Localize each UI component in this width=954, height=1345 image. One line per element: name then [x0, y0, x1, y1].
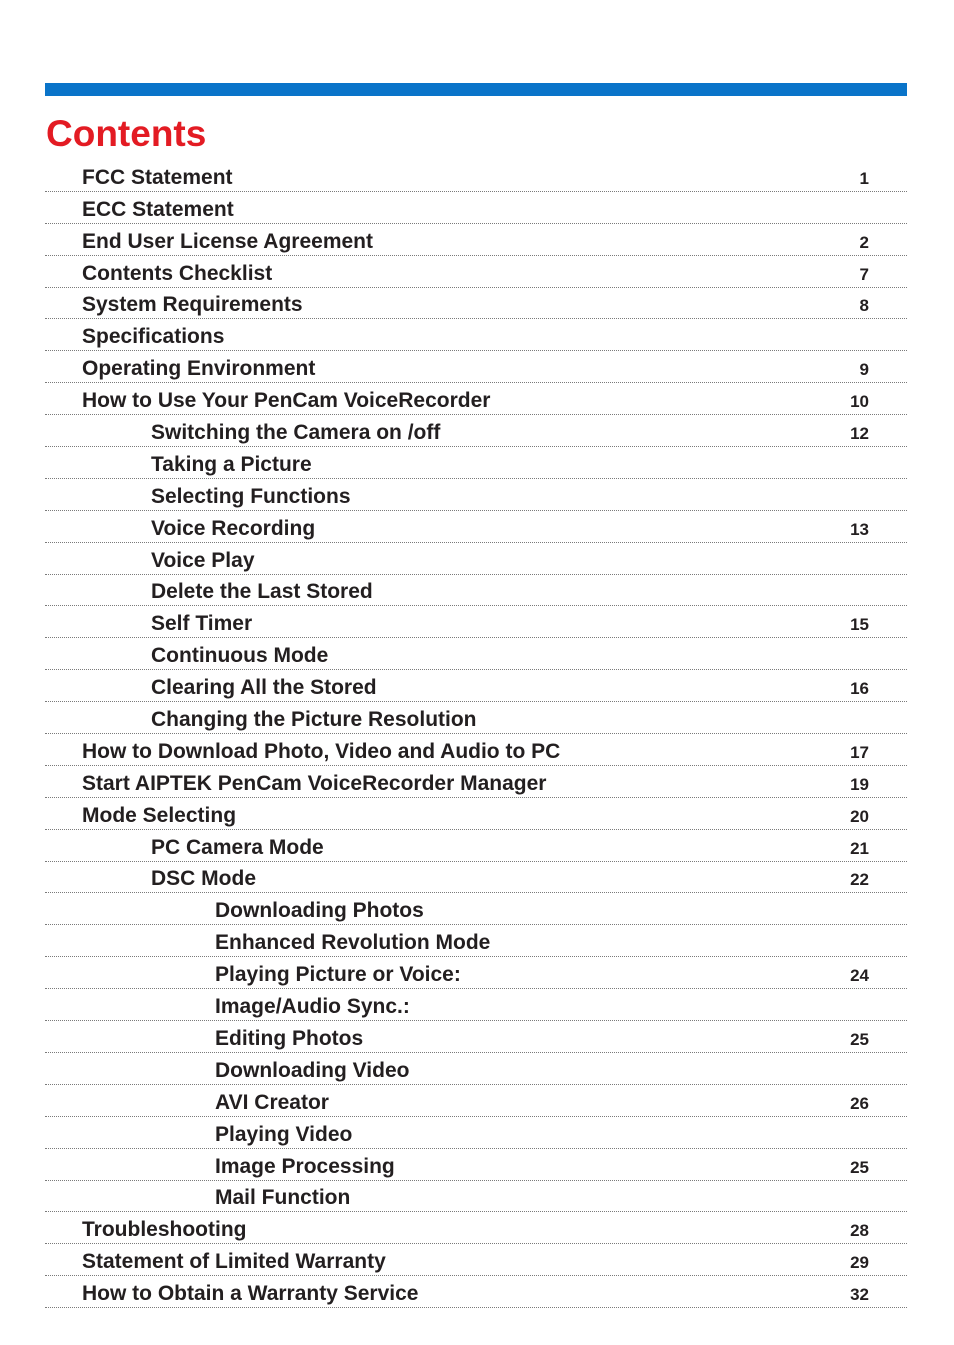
toc-entry[interactable] [45, 383, 907, 415]
toc-entry[interactable] [45, 319, 907, 351]
toc-entry[interactable] [45, 288, 907, 320]
toc-entry-page-number: 26 [850, 1093, 869, 1113]
toc-entry[interactable] [45, 1212, 907, 1244]
toc-entry-label: Troubleshooting [82, 1218, 247, 1242]
toc-entry-page-number: 12 [850, 424, 869, 444]
toc-entry[interactable] [45, 351, 907, 383]
toc-entry-page-number: 21 [850, 838, 869, 858]
toc-entry-page-number: 32 [850, 1285, 869, 1305]
toc-entry[interactable] [45, 925, 907, 957]
toc-entry-label: AVI Creator [215, 1090, 329, 1114]
toc-entry-label: Selecting Functions [151, 484, 351, 508]
toc-entry-label: DSC Mode [151, 867, 256, 891]
toc-entry-label: How to Obtain a Warranty Service [82, 1282, 419, 1306]
toc-entry-label: Image Processing [215, 1154, 395, 1178]
toc-entry-page-number: 19 [850, 774, 869, 794]
toc-entry-label: Downloading Video [215, 1058, 410, 1082]
toc-entry[interactable] [45, 1085, 907, 1117]
toc-entry-page-number: 7 [859, 264, 869, 284]
toc-entry[interactable] [45, 1053, 907, 1085]
toc-entry[interactable] [45, 575, 907, 607]
toc-entry-label: Mode Selecting [82, 803, 237, 827]
toc-entry-label: System Requirements [82, 293, 303, 317]
toc-entry[interactable] [45, 830, 907, 862]
toc-entry-label: Statement of Limited Warranty [82, 1250, 386, 1274]
toc-entry-label: Self Timer [151, 612, 253, 636]
toc-entry-page-number: 28 [850, 1221, 869, 1241]
toc-entry[interactable] [45, 224, 907, 256]
toc-entry[interactable] [45, 1021, 907, 1053]
toc-entry-label: How to Download Photo, Video and Audio to PC [82, 739, 561, 763]
toc-entry-label: Contents Checklist [82, 261, 273, 285]
toc-entry[interactable] [45, 957, 907, 989]
toc-entry[interactable] [45, 256, 907, 288]
toc-entry-label: Playing Video [215, 1122, 353, 1146]
toc-entry-page-number: 1 [859, 168, 869, 188]
toc-entry-label: Downloading Photos [215, 899, 424, 923]
toc-entry-label: Voice Play [151, 548, 255, 572]
toc-entry-label: Editing Photos [215, 1026, 364, 1050]
toc-entry[interactable] [45, 543, 907, 575]
toc-entry-label: Playing Picture or Voice: [215, 963, 461, 987]
toc-entry-page-number: 24 [850, 966, 869, 986]
toc-entry[interactable] [45, 606, 907, 638]
toc-entry-label: Voice Recording [151, 516, 316, 540]
toc-entry-label: ECC Statement [82, 197, 234, 221]
toc-entry[interactable] [45, 862, 907, 894]
toc-entry[interactable] [45, 447, 907, 479]
toc-entry[interactable] [45, 798, 907, 830]
toc-entry[interactable] [45, 766, 907, 798]
toc-entry[interactable] [45, 415, 907, 447]
toc-entry[interactable] [45, 989, 907, 1021]
toc-entry-label: Operating Environment [82, 357, 316, 381]
toc-entry-page-number: 13 [850, 519, 869, 539]
toc-entry[interactable] [45, 893, 907, 925]
toc-entry-label: How to Use Your PenCam VoiceRecorder [82, 389, 491, 413]
toc-entry-label: Continuous Mode [151, 644, 329, 668]
toc-entry-page-number: 16 [850, 679, 869, 699]
toc-entry-page-number: 20 [850, 806, 869, 826]
toc-entry-label: Delete the Last Stored [151, 580, 373, 604]
toc-entry-page-number: 25 [850, 1029, 869, 1049]
toc-entry[interactable] [45, 702, 907, 734]
toc-entry[interactable] [45, 192, 907, 224]
toc-entry-page-number: 10 [850, 392, 869, 412]
toc-entry-label: Specifications [82, 325, 225, 349]
toc-entry[interactable] [45, 479, 907, 511]
toc-entry-label: Switching the Camera on /off [151, 421, 441, 445]
toc-entry-page-number: 17 [850, 742, 869, 762]
toc-entry-page-number: 22 [850, 870, 869, 890]
toc-entry-page-number: 15 [850, 615, 869, 635]
toc-entry[interactable] [45, 1244, 907, 1276]
toc-entry-label: Mail Function [215, 1186, 351, 1210]
toc-entry-label: PC Camera Mode [151, 835, 324, 859]
toc-entry[interactable] [45, 638, 907, 670]
toc-entry-label: Start AIPTEK PenCam VoiceRecorder Manager [82, 771, 547, 795]
toc-entry-page-number: 8 [859, 296, 869, 316]
toc-entry[interactable] [45, 511, 907, 543]
toc-entry-page-number: 2 [859, 232, 869, 252]
header-accent-bar [45, 83, 907, 96]
toc-entry-label: End User License Agreement [82, 229, 373, 253]
toc-entry-page-number: 9 [859, 360, 869, 380]
toc-entry-label: Clearing All the Stored [151, 676, 377, 700]
toc-entry[interactable] [45, 1276, 907, 1308]
toc-entry[interactable] [45, 1117, 907, 1149]
toc-entry-page-number: 25 [850, 1157, 869, 1177]
toc-entry-page-number: 29 [850, 1253, 869, 1273]
toc-entry[interactable] [45, 734, 907, 766]
toc-entry-label: Enhanced Revolution Mode [215, 931, 491, 955]
toc-entry[interactable] [45, 670, 907, 702]
table-of-contents [45, 160, 907, 1308]
toc-entry[interactable] [45, 160, 907, 192]
toc-entry-label: Changing the Picture Resolution [151, 708, 477, 732]
toc-entry-label: Image/Audio Sync.: [215, 995, 410, 1019]
toc-entry[interactable] [45, 1181, 907, 1213]
toc-entry[interactable] [45, 1149, 907, 1181]
page-title: Contents [46, 113, 207, 154]
toc-entry-label: FCC Statement [82, 165, 233, 189]
toc-entry-label: Taking a Picture [151, 452, 312, 476]
